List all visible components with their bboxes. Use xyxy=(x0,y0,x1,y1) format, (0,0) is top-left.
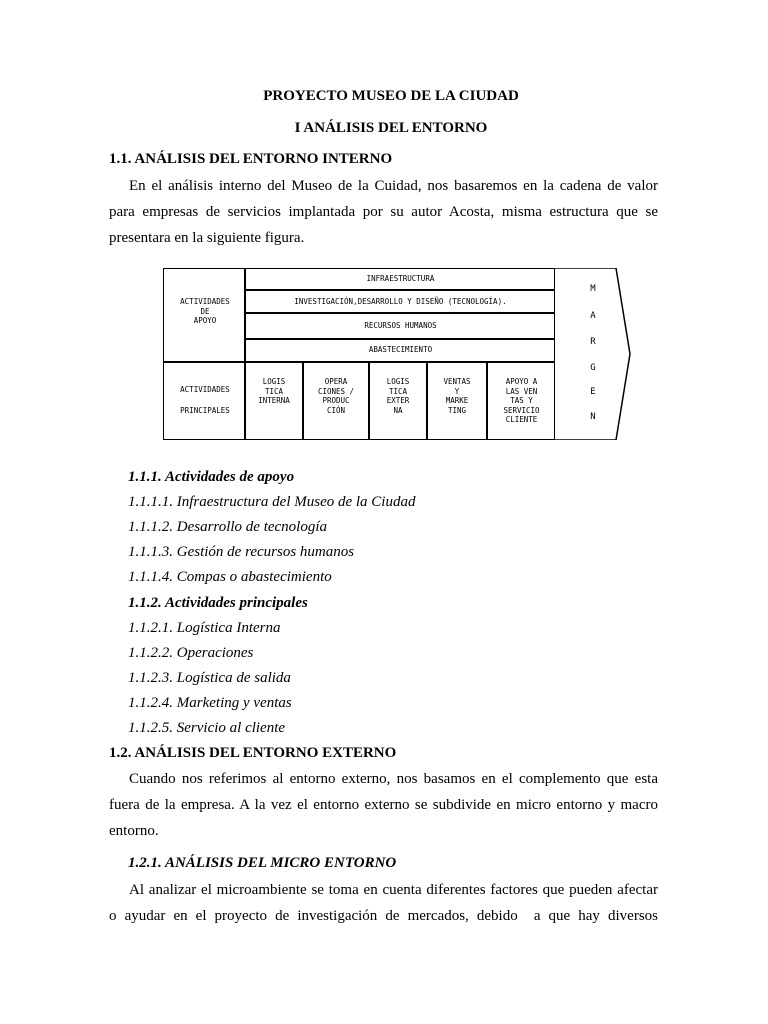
paragraph-line: fuera de la empresa. A la vez el entorno externo se subdivide en micro entorno y macro xyxy=(109,797,658,813)
margin-letter: M xyxy=(590,284,596,294)
margin-letter: A xyxy=(590,311,596,321)
margin-letter: R xyxy=(590,337,596,347)
list-item: 1.1.2.2. Operaciones xyxy=(128,645,254,661)
list-item: 1.1.1.3. Gestión de recursos humanos xyxy=(128,544,355,560)
list-item: 1.1.2.3. Logística de salida xyxy=(128,670,291,686)
subsection-heading-micro-entorno: 1.2.1. ANÁLISIS DEL MICRO ENTORNO xyxy=(128,855,397,871)
margin-letter: N xyxy=(590,412,596,422)
paragraph-line: En el análisis interno del Museo de la Cuidad, nos basaremos en la cadena de valor xyxy=(129,178,658,194)
value-chain-diagram xyxy=(160,266,632,442)
primary-col-servicio-cliente: APOYO A LAS VEN TAS Y SERVICIO CLIENTE xyxy=(503,377,540,424)
list-item: 1.1.1.4. Compas o abastecimiento xyxy=(128,569,332,585)
paragraph-line: entorno. xyxy=(109,823,159,839)
chapter-title: I ANÁLISIS DEL ENTORNO xyxy=(294,120,488,136)
primary-col-ventas-marketing: VENTAS Y MARKE TING xyxy=(443,377,471,415)
support-row-divider xyxy=(244,312,555,314)
support-row-divider xyxy=(244,289,555,291)
list-item: 1.1.1.1. Infraestructura del Museo de la Ciudad xyxy=(128,494,416,510)
paragraph-line: para empresas de servicios implantada por su autor Acosta, misma estructura que se xyxy=(109,204,658,220)
support-row-infraestructura: INFRAESTRUCTURA xyxy=(366,274,435,283)
support-activities-label: ACTIVIDADES DE APOYO xyxy=(180,297,230,325)
primary-activities-label: ACTIVIDADES PRINCIPALES xyxy=(180,385,230,415)
support-primary-divider xyxy=(163,361,555,363)
primary-col-logistica-interna: LOGIS TICA INTERNA xyxy=(258,377,290,405)
document-title: PROYECTO MUSEO DE LA CIUDAD xyxy=(263,88,519,104)
section-heading-1-1: 1.1. ANÁLISIS DEL ENTORNO INTERNO xyxy=(109,151,393,167)
list-item: 1.1.1.2. Desarrollo de tecnología xyxy=(128,519,328,535)
subsection-heading-apoyo: 1.1.1. Actividades de apoyo xyxy=(128,469,295,485)
section-heading-1-2: 1.2. ANÁLISIS DEL ENTORNO EXTERNO xyxy=(109,745,397,761)
subsection-heading-principales: 1.1.2. Actividades principales xyxy=(128,595,308,611)
primary-col-operaciones: OPERA CIONES / PRODUC CIÓN xyxy=(317,377,355,415)
primary-col-logistica-externa: LOGIS TICA EXTER NA xyxy=(386,377,410,415)
paragraph-line: Cuando nos referimos al entorno externo, nos basamos en el complemento que esta xyxy=(129,771,658,787)
support-row-tecnologia: INVESTIGACIÓN,DESARROLLO Y DISEÑO (TECNOLOGÍA). xyxy=(294,297,507,306)
list-item: 1.1.2.1. Logística Interna xyxy=(128,620,281,636)
list-item: 1.1.2.4. Marketing y ventas xyxy=(128,695,292,711)
support-row-divider xyxy=(244,338,555,340)
paragraph-line: o ayudar en el proyecto de investigación de mercados, debido a que hay diversos xyxy=(109,908,658,924)
support-row-abastecimiento: ABASTECIMIENTO xyxy=(368,345,433,354)
margin-letter: E xyxy=(590,387,596,397)
paragraph-line: Al analizar el microambiente se toma en cuenta diferentes factores que pueden afectar xyxy=(129,882,658,898)
list-item: 1.1.2.5. Servicio al cliente xyxy=(128,720,286,736)
paragraph-line: presentara en la siguiente figura. xyxy=(109,230,305,246)
support-row-recursos-humanos: RECURSOS HUMANOS xyxy=(364,321,437,330)
margin-letter: G xyxy=(590,363,596,373)
